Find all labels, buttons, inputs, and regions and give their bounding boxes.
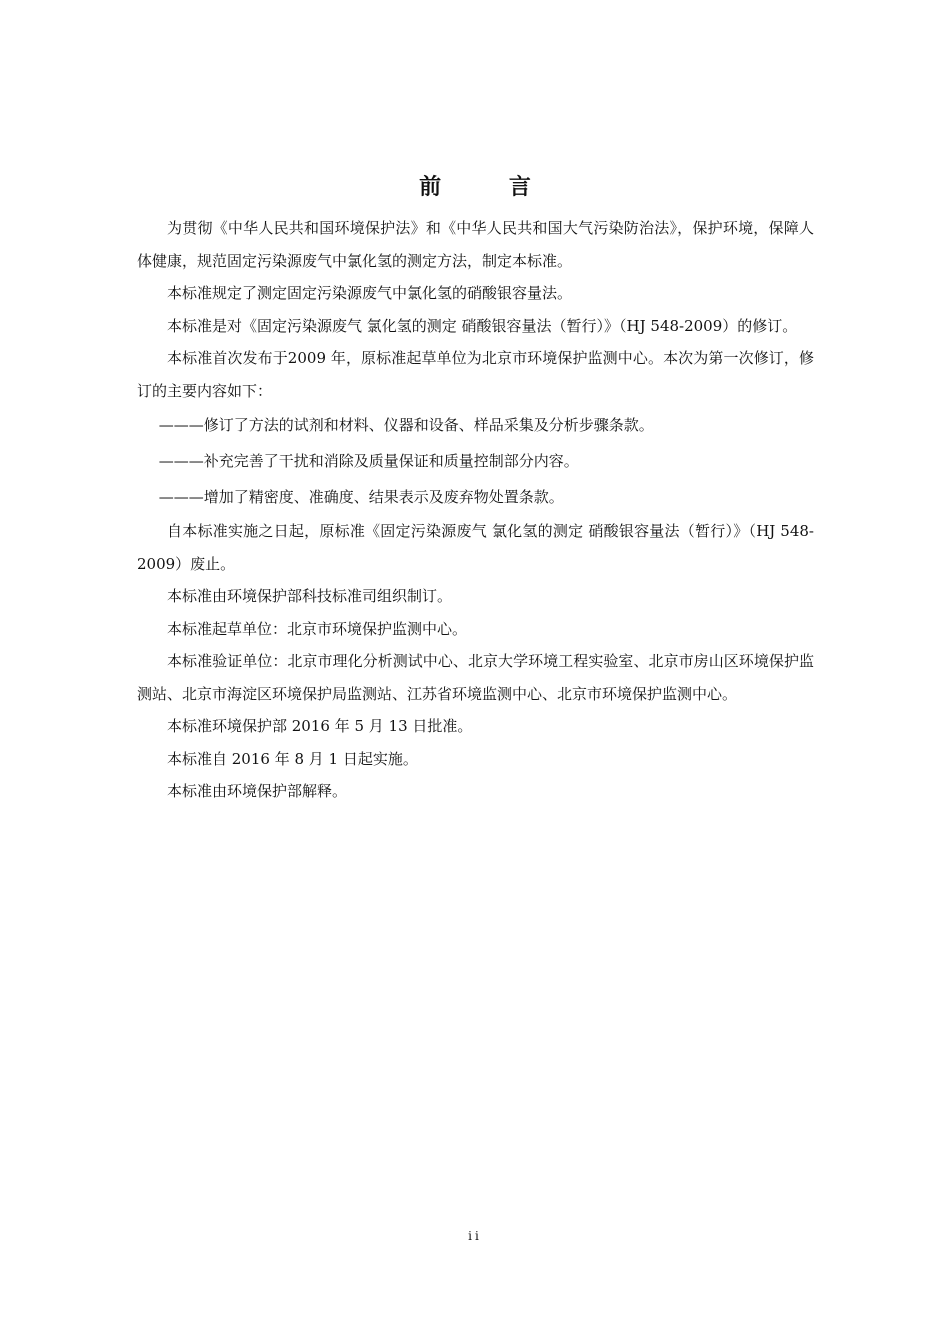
- page-title: 前 言: [419, 175, 561, 200]
- paragraph-organizer: 本标准由环境保护部科技标准司组织制订。: [167, 587, 453, 605]
- paragraph-verification-units: 本标准验证单位：北京市理化分析测试中心、北京大学环境工程实验室、北京市房山区环境保护监测站、北京市海淀区环境保护局监测站、江苏省环境监测中心、北京市环境保护监测中心。: [137, 652, 814, 703]
- paragraph-purpose: 为贯彻《中华人民共和国环境保护法》和《中华人民共和国大气污染防治法》，保护环境，保障人体健康，规范固定污染源废气中氯化氢的测定方法，制定本标准。: [137, 219, 814, 270]
- paragraph-drafting-unit: 本标准起草单位：北京市环境保护监测中心。: [167, 619, 468, 638]
- revision-item: ———补充完善了干扰和消除及质量保证和质量控制部分内容。: [158, 452, 579, 470]
- paragraph-revision-of: 本标准是对《固定污染源废气 氯化氢的测定 硝酸银容量法（暂行）》（HJ 548-2009）的修订。: [167, 316, 798, 335]
- paragraph-interpretation: 本标准由环境保护部解释。: [167, 782, 348, 800]
- paragraph-supersedes: 自本标准实施之日起，原标准《固定污染源废气 氯化氢的测定 硝酸银容量法（暂行）》（HJ 548-2009）废止。: [137, 522, 814, 573]
- paragraph-history: 本标准首次发布于2009 年，原标准起草单位为北京市环境保护监测中心。本次为第一次修订，修订的主要内容如下：: [137, 349, 814, 400]
- revision-item: ———增加了精密度、准确度、结果表示及废弃物处置条款。: [158, 488, 564, 506]
- paragraph-effective-date: 本标准自 2016 年 8 月 1 日起实施。: [167, 749, 418, 768]
- paragraph-scope: 本标准规定了测定固定污染源废气中氯化氢的硝酸银容量法。: [167, 284, 573, 302]
- page-number: ii: [468, 1229, 482, 1243]
- preface-body: [137, 212, 814, 808]
- paragraph-approval-date: 本标准环境保护部 2016 年 5 月 13 日批准。: [167, 717, 473, 735]
- revision-item: ———修订了方法的试剂和材料、仪器和设备、样品采集及分析步骤条款。: [158, 416, 654, 434]
